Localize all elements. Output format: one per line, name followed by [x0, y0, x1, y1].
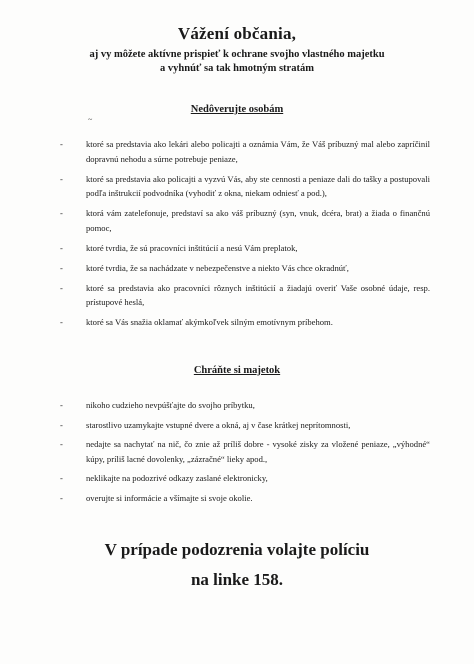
bullet-dash: -	[60, 262, 63, 273]
list-item	[60, 172, 430, 201]
section-heading-protect: Chráňte si majetok	[193, 365, 281, 376]
bullet-dash: -	[60, 282, 63, 293]
list-item	[60, 261, 430, 276]
list-item	[60, 315, 430, 330]
bullet-dash: -	[60, 419, 63, 430]
bullet-dash: -	[60, 400, 63, 410]
list-item	[60, 137, 430, 166]
bullet-dash: -	[60, 317, 63, 328]
list-item-text: ktoré sa predstavia ako lekári alebo policajti a oznámia Vám, že Váš príbuzný mal alebo zapríčinil dopravnú nehodu a súrne potrebuje peniaze,	[86, 139, 430, 164]
bullet-dash: -	[60, 139, 63, 149]
list-item-text: nedajte sa nachytať na nič, čo znie až príliš dobre - vysoké zisky za vložené peniaze, „výhodné“ kúpy, príliš lacné dovolenky, „zázračné“ lieky apod.,	[86, 439, 430, 464]
list-item	[60, 471, 430, 486]
list-item	[60, 398, 430, 413]
list-item	[60, 491, 430, 506]
list-item-text: ktoré sa Vás snažia oklamať akýmkoľvek silným emotívnym príbehom.	[86, 317, 333, 328]
list-item-text: starostlivo uzamykajte vstupné dvere a okná, aj v čase krátkej neprítomnosti,	[86, 419, 351, 430]
subtitle-line-2: a vyhnúť sa tak hmotným stratám	[160, 63, 314, 74]
bullet-dash: -	[60, 208, 63, 219]
list-item	[60, 437, 430, 466]
list-item-text: ktorá vám zatelefonuje, predstaví sa ako váš príbuzný (syn, vnuk, dcéra, brat) a žiada o finančnú pomoc,	[86, 208, 430, 233]
list-item	[60, 241, 430, 256]
list-item	[60, 206, 430, 235]
footer-phone-line: na linke 158.	[190, 570, 284, 589]
bullet-dash: -	[60, 173, 63, 184]
page-title: Vážení občania,	[177, 24, 297, 43]
footer-call-police: V prípade podozrenia volajte políciu	[104, 540, 370, 559]
protect-list	[60, 398, 430, 511]
list-item	[60, 281, 430, 310]
list-item-text: ktoré tvrdia, že sa nachádzate v nebezpečenstve a niekto Vás chce okradnúť,	[86, 262, 349, 273]
bullet-dash: -	[60, 473, 63, 484]
list-item-text: neklikajte na podozrivé odkazy zaslané elektronicky,	[86, 473, 268, 484]
bullet-dash: -	[60, 439, 63, 450]
list-item-text: overujte si informácie a všímajte si svoje okolie.	[86, 492, 253, 503]
section-heading-distrust: Nedôverujte osobám	[190, 104, 284, 115]
distrust-list	[60, 137, 430, 335]
subtitle-line-1: aj vy môžete aktívne prispieť k ochrane svojho vlastného majetku	[89, 49, 385, 60]
list-item-text: ktoré sa predstavia ako pracovníci rôznych inštitúcií a žiadajú overiť Vaše osobné údaje, resp. prístupové heslá,	[86, 282, 430, 308]
list-item	[60, 418, 430, 433]
bullet-dash: -	[60, 492, 63, 503]
bullet-dash: -	[60, 242, 63, 253]
list-item-text: ktoré sa predstavia ako policajti a vyzvú Vás, aby ste cennosti a peniaze dali do tašky a postupovali podľa inštrukcií podvodníka (vyhodiť z okna, niekam odniesť a pod.),	[86, 173, 430, 199]
stray-mark: ~	[88, 115, 93, 124]
list-item-text: nikoho cudzieho nevpúšťajte do svojho príbytku,	[86, 400, 255, 410]
list-item-text: ktoré tvrdia, že sú pracovníci inštitúcií a nesú Vám preplatok,	[86, 242, 298, 253]
